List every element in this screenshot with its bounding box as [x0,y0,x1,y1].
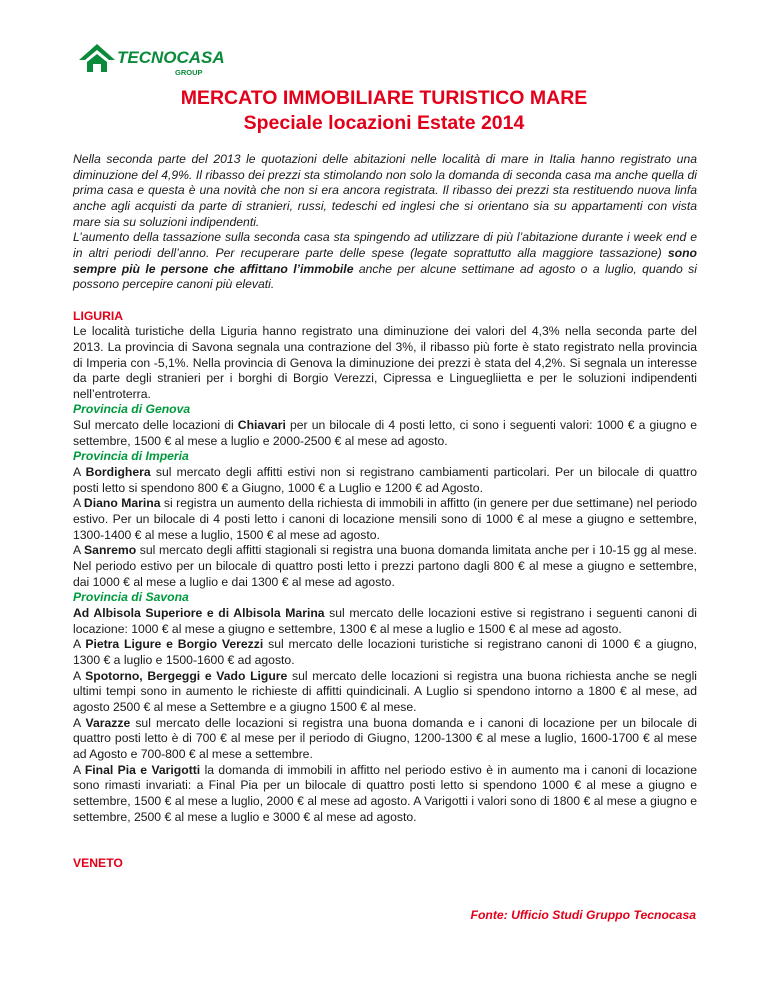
intro-paragraph-2 [73,230,697,293]
text: A [73,637,86,652]
section-title-liguria: LIGURIA [73,308,124,323]
text: sul mercato delle locazioni turistiche si registrano canoni di 1000 € a giugno, 1300 € a luglio e 1500-1600 € ad agosto. [73,637,698,667]
text: sul mercato delle locazioni si registra una buona domanda e i canoni di locazione per un bilocale di quattro posti letto è di 700 € al mese per il periodo di Giugno, 1200-1300 € al mese a luglio, 1600-1700 € al mese ad Agosto e 700-800 € al mese a settembre. [73,715,698,761]
locality-name: Sanremo [84,543,137,558]
locality-name: Ad Albisola Superiore e di Albisola Marina [73,606,325,621]
text: A [73,496,84,511]
locality-name: Diano Marina [83,496,161,511]
locality-name: Final Pia e Varigotti [84,762,201,777]
imperia-paragraph-2 [73,496,697,543]
text: A [73,762,85,777]
savona-paragraph-5 [73,763,697,826]
locality-name: Bordighera [85,465,151,480]
province-imperia-title: Provincia di Imperia [73,449,189,464]
savona-paragraph-4 [73,716,697,763]
text: A [73,668,86,683]
text: A [73,543,85,558]
text: si registra un aumento della richiesta di immobili in affitto (in genere per due settimane) nel periodo estivo. Per un bilocale di 4 posti letto i canoni di locazione mensili sono di 1000 € al mese a giugno e settembre, 1300-1400 € al mese a luglio, 1500 € al mese ad agosto. [73,496,697,542]
locality-name: Spotorno, Bergeggi e Vado Ligure [85,668,288,683]
savona-paragraph-2 [73,637,697,668]
text: la domanda di immobili in affitto nel periodo estivo è in aumento ma i canoni di locazione sono rimasti invariati: a Final Pia per un bilocale di quattro posti letto si spendono 1000 € al mese a giugno e settembre, 1500 € al mese a luglio, 2000 € al mese ad agosto. A Varigotti i valori sono di 1800 € al mese a giugno e settembre, 2500 € al mese a luglio e 3000 € al mese ad agosto. [73,762,697,824]
source-footer: Fonte: Ufficio Studi Gruppo Tecnocasa [470,908,696,922]
text: sul mercato degli affitti estivi non si registrano cambiamenti particolari. Per un bilocale di quattro posti letto si spendono 800 € a Giugno, 1000 € a Luglio e 1200 € ad Agosto. [73,465,698,495]
title-line-2: Speciale locazioni Estate 2014 [243,112,525,134]
locality-name: Chiavari [237,418,286,433]
genova-paragraph [73,418,697,449]
page-header [0,86,768,136]
text: sul mercato delle locazioni estive si registrano i seguenti canoni di locazione: 1000 € al mese a giugno e settembre, 1300 € al mese a luglio e 1500 € al mese ad agosto. [73,606,698,636]
title-line-1: MERCATO IMMOBILIARE TURISTICO MARE [180,87,588,109]
intro-text: L’aumento della tassazione sulla seconda casa sta spingendo ad utilizzare di più l’abitazione durante i week end e in altri periodi dell’anno. Per recuperare parte delle spese (legate soprattutto alla maggiore tassazione) [73,230,697,260]
text: per un bilocale di 4 posti letto, ci sono i seguenti valori: 1000 € a giugno e settembre, 1500 € al mese a luglio e 2000-2500 € al mese ad agosto. [73,418,697,448]
intro-paragraph-1: Nella seconda parte del 2013 le quotazioni delle abitazioni nelle località di mare in Italia hanno registrato una diminuzione del 4,9%. Il ribasso dei prezzi sta stimolando non solo la domanda di seconda casa ma anche quella di prima casa e questa è una novità che non si era ancora registrata. Il ribasso dei prezzi sta restituendo nuova linfa anche agli acquisti da parte di stranieri, russi, tedeschi ed inglesi che si orientano sia su appartamenti con vista mare sia su soluzioni indipendenti. [73,152,697,229]
logo-brand: TECNOCASA [117,48,225,67]
province-genova-title: Provincia di Genova [73,402,191,417]
locality-name: Varazze [85,715,131,730]
text: sul mercato delle locazioni si registra una buona richiesta anche se negli ultimi tempi sono in aumento le richieste di affitti quindicinali. A Luglio si spendono intorno a 1800 € al mese, ad agosto 2500 € al mese a Settembre e a giugno 1500 € al mese. [73,668,697,714]
savona-paragraph-3 [73,669,697,716]
intro-emphasis: sono sempre più le persone che affittano l’immobile [73,245,697,276]
province-savona-title: Provincia di Savona [73,590,189,605]
document-body [73,152,697,872]
text: Sul mercato delle locazioni di [73,418,238,433]
locality-name: Pietra Ligure e Borgio Verezzi [85,637,264,652]
imperia-paragraph-3 [73,543,697,590]
text: A [73,715,86,730]
liguria-summary: Le località turistiche della Liguria hanno registrato una diminuzione dei valori del 4,3% nella seconda parte del 2013. La provincia di Savona segnala una contrazione del 3%, il ribasso più forte è stato registrato nella provincia di Imperia con -5,1%. Nella provincia di Genova la diminuzione dei prezzi è stata del 4,2%. Si segnala un interesse da parte degli stranieri per i borghi di Borgio Verezzi, Cipressa e Linguegliietta e per le soluzioni indipendenti nell’entroterra. [73,324,697,401]
text: A [73,465,86,480]
savona-paragraph-1 [73,606,697,637]
tecnocasa-logo [77,40,227,80]
section-title-veneto: VENETO [73,856,123,871]
logo-sub: GROUP [175,68,203,77]
imperia-paragraph-1 [73,465,697,496]
intro-text-end: anche per alcune settimane ad agosto o a luglio, quando si possono percepire canoni più elevati. [73,261,697,292]
text: sul mercato degli affitti stagionali si registra una buona domanda limitata anche per i 10-15 gg al mese. Nel periodo estivo per un bilocale di quattro posti letto i prezzi partono dagli 800 € al mese a giugno e settembre, dai 1000 € al mese a luglio e dai 1300 € al mese ad agosto. [73,543,698,589]
